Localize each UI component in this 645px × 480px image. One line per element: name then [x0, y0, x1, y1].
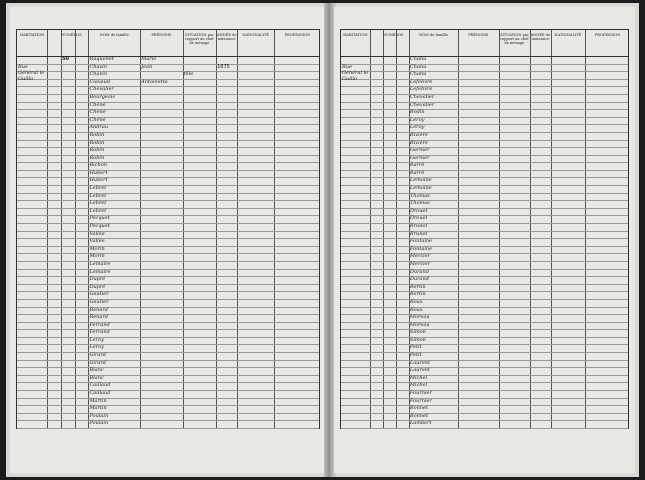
- cell-nom: Clavaud: [89, 78, 111, 85]
- column-divider: [183, 30, 184, 428]
- cell-sit: fille: [183, 71, 194, 78]
- cell-nom: Simon: [409, 329, 426, 336]
- table-row: [17, 261, 319, 262]
- table-row: [17, 193, 319, 194]
- table-row: [17, 208, 319, 209]
- cell-nom: Bourgeois: [89, 93, 116, 100]
- cell-nom: Moreau: [409, 321, 430, 328]
- table-row: [341, 124, 628, 125]
- table-row: [341, 420, 628, 421]
- cell-nom: Rivière: [409, 131, 429, 138]
- cell-nom: Chavin: [89, 63, 108, 70]
- table-row: [341, 109, 628, 110]
- cell-nom: Chanu: [409, 56, 427, 62]
- table-row: [341, 102, 628, 103]
- cell-nom: Hubert: [89, 169, 108, 176]
- cell-nom: Robin: [89, 139, 105, 146]
- cell-nom: Girard: [89, 352, 106, 359]
- cell-nom: Ferrand: [89, 321, 110, 328]
- column-header-habitation: HABITATION: [20, 33, 45, 37]
- table-row: [17, 405, 319, 406]
- cell-nom: Lemoine: [409, 185, 432, 192]
- table-row: [341, 382, 628, 383]
- table-row: [17, 322, 319, 323]
- cell-nom: Roux: [409, 306, 423, 313]
- cell-nom: Simon: [409, 336, 426, 343]
- table-row: [17, 360, 319, 361]
- cell-nom: Petit: [409, 344, 422, 351]
- cell-nom: Bertin: [409, 291, 426, 298]
- table-row: [341, 269, 628, 270]
- cell-nom: Dupré: [89, 276, 106, 283]
- cell-nom: Mercier: [409, 253, 431, 260]
- table-row: [17, 398, 319, 399]
- table-row: [341, 215, 628, 216]
- table-row: [17, 291, 319, 292]
- column-divider: [370, 30, 371, 428]
- column-divider: [551, 30, 552, 428]
- table-row: [341, 344, 628, 345]
- cell-nom: Mercier: [409, 260, 431, 267]
- cell-nom: Gautier: [89, 298, 109, 305]
- column-header-habitation: HABITATION: [343, 33, 368, 37]
- table-row: [17, 71, 319, 72]
- census-table-left: [16, 29, 320, 429]
- cell-nom: Moreau: [409, 314, 430, 321]
- column-header-numeros: NUMÉROS: [61, 33, 82, 37]
- table-row: [341, 86, 628, 87]
- column-divider: [237, 30, 238, 428]
- cell-nom: Laurent: [409, 367, 431, 374]
- cell-nom: Robin: [89, 147, 105, 154]
- table-row: [341, 238, 628, 239]
- cell-nom: Chanu: [409, 71, 427, 78]
- cell-nom: Vallée: [89, 230, 105, 237]
- column-divider: [61, 30, 62, 428]
- cell-nom: Garnier: [409, 154, 430, 161]
- cell-nom: Dupré: [89, 283, 106, 290]
- table-row: [341, 329, 628, 330]
- cell-nom: Leroy: [89, 344, 104, 351]
- table-row: [341, 284, 628, 285]
- table-row: [17, 276, 319, 277]
- table-row: [341, 299, 628, 300]
- table-row: [341, 200, 628, 201]
- table-row: [17, 337, 319, 338]
- table-row: [17, 238, 319, 239]
- table-row: [341, 367, 628, 368]
- column-header-nom: NOM de famille: [99, 33, 129, 37]
- cell-prenom: Jean: [141, 63, 153, 70]
- cell-nom: Blanc: [89, 367, 104, 374]
- table-row: [17, 420, 319, 421]
- cell-nom: Renard: [89, 314, 108, 321]
- table-row: [17, 344, 319, 345]
- cell-nom: Gautier: [89, 291, 109, 298]
- table-row: [17, 299, 319, 300]
- table-row: [17, 102, 319, 103]
- cell-nom: Chanu: [409, 63, 427, 70]
- table-row: [17, 223, 319, 224]
- column-header-situation: SITUATION par rapport au chef de ménage: [184, 33, 214, 45]
- cell-nom: Thomas: [409, 192, 430, 199]
- cell-nom: Chevalier: [409, 93, 435, 100]
- table-row: [341, 413, 628, 414]
- census-register-spread: [6, 3, 639, 477]
- cell-nom: Bonnet: [409, 412, 428, 419]
- cell-nom: Raquenet: [89, 56, 114, 62]
- cell-nom: Bonnet: [409, 405, 428, 412]
- cell-nom: Lebret: [89, 207, 107, 214]
- cell-nom: Fournier: [409, 397, 432, 404]
- column-divider: [396, 30, 397, 428]
- column-header-prenom: PRÉNOMS: [151, 33, 172, 37]
- cell-nom: Drouet: [409, 207, 428, 214]
- cell-nom: Chéné: [89, 109, 106, 116]
- table-row: [341, 261, 628, 262]
- cell-nom: Durand: [409, 276, 429, 283]
- table-row: [17, 185, 319, 186]
- table-row: [17, 390, 319, 391]
- cell-nom: Lefebvre: [409, 86, 433, 93]
- cell-nom: Bichon: [89, 162, 107, 169]
- cell-nom: Lemaire: [89, 268, 111, 275]
- cell-nom: Lebret: [89, 185, 107, 192]
- table-row: [341, 307, 628, 308]
- table-row: [17, 94, 319, 95]
- column-header-annee: ANNÉE de naissance: [530, 33, 551, 41]
- cell-nom: Lemaire: [89, 260, 111, 267]
- cell-nom: Pecquet: [89, 215, 110, 222]
- column-header-numeros: NUMÉROS: [382, 33, 404, 37]
- table-row: [17, 382, 319, 383]
- cell-nom: Leroy: [409, 116, 425, 123]
- table-row: [341, 132, 628, 133]
- table-row: [17, 140, 319, 141]
- table-row: [17, 170, 319, 171]
- column-divider: [530, 30, 531, 428]
- table-row: [341, 390, 628, 391]
- column-divider: [140, 30, 141, 428]
- table-row: [341, 428, 628, 429]
- table-row: [341, 360, 628, 361]
- column-header-nationalite: NATIONALITÉ: [242, 33, 270, 37]
- cell-nom: Brunet: [409, 223, 428, 230]
- table-row: [17, 109, 319, 110]
- table-row: [17, 375, 319, 376]
- cell-nom: Morin: [89, 253, 105, 260]
- cell-nom: Fournier: [409, 390, 432, 397]
- column-header-annee: ANNÉE de naissance: [216, 33, 237, 41]
- cell-nom: Girard: [89, 359, 106, 366]
- column-divider: [47, 30, 48, 428]
- cell-nom: Roux: [409, 298, 423, 305]
- table-row: [341, 322, 628, 323]
- table-row: [17, 352, 319, 353]
- cell-nom: Hubert: [89, 177, 108, 184]
- cell-nom: Leroy: [409, 124, 425, 131]
- table-row: [341, 398, 628, 399]
- cell-nom: Fontaine: [409, 245, 433, 252]
- column-header-prenom: PRÉNOMS: [468, 33, 489, 37]
- table-row: [17, 215, 319, 216]
- cell-nom: Barré: [409, 169, 425, 176]
- cell-nom: Laurent: [409, 359, 431, 366]
- column-header-profession: PROFESSION: [594, 33, 621, 37]
- table-row: [17, 428, 319, 429]
- column-divider: [458, 30, 459, 428]
- address-entry: Rue Général le Guillo: [342, 64, 369, 82]
- cell-nom: Garnier: [409, 147, 430, 154]
- table-row: [17, 284, 319, 285]
- cell-nom: Chéné: [89, 116, 106, 123]
- cell-prenom: Antoinette: [141, 78, 168, 85]
- right-page: [334, 7, 635, 473]
- table-row: [17, 413, 319, 414]
- table-row: [341, 253, 628, 254]
- cell-nom: Vallée: [89, 238, 105, 245]
- header-rule: [341, 56, 628, 57]
- table-row: [341, 177, 628, 178]
- cell-nom: Poulain: [89, 412, 109, 419]
- cell-nom: Fontaine: [409, 238, 433, 245]
- cell-nom: Morin: [89, 245, 105, 252]
- table-row: [17, 124, 319, 125]
- cell-nom: Robin: [89, 131, 105, 138]
- left-page: [10, 7, 326, 473]
- table-row: [341, 155, 628, 156]
- column-divider: [75, 30, 76, 428]
- table-row: [17, 200, 319, 201]
- cell-nom: Pecquet: [89, 223, 110, 230]
- address-entry: Rue Général le Guillo: [18, 64, 45, 82]
- table-row: [17, 246, 319, 247]
- cell-nom: Andrau: [89, 124, 109, 131]
- table-row: [17, 367, 319, 368]
- cell-nom: Barré: [409, 162, 425, 169]
- cell-nom: Renard: [89, 306, 108, 313]
- table-row: [17, 86, 319, 87]
- table-row: [17, 147, 319, 148]
- cell-nom: Chéné: [89, 101, 106, 108]
- cell-nom: Chevalier: [89, 86, 114, 93]
- cell-nom: Blanc: [89, 374, 104, 381]
- cell-nom: Leroy: [89, 336, 104, 343]
- column-header-nationalite: NATIONALITÉ: [554, 33, 582, 37]
- cell-nom: Michel: [409, 382, 428, 389]
- cell-nom: Chavin: [89, 71, 108, 78]
- table-row: [17, 231, 319, 232]
- cell-nom: Chevalier: [409, 101, 435, 108]
- cell-nom: Lebret: [89, 200, 107, 207]
- cell-nom: Durand: [409, 268, 429, 275]
- table-row: [17, 269, 319, 270]
- cell-nom: Lambert: [409, 420, 432, 427]
- table-row: [341, 276, 628, 277]
- table-row: [341, 147, 628, 148]
- table-row: [341, 375, 628, 376]
- cell-nom: Thomas: [409, 200, 430, 207]
- table-row: [17, 162, 319, 163]
- cell-nom: Caillaud: [89, 390, 111, 397]
- column-divider: [585, 30, 586, 428]
- cell-nom: Lebret: [89, 192, 107, 199]
- table-row: [341, 71, 628, 72]
- table-row: [17, 117, 319, 118]
- table-row: [17, 132, 319, 133]
- column-header-nom: NOM de famille: [418, 33, 448, 37]
- table-row: [341, 337, 628, 338]
- table-row: [341, 170, 628, 171]
- cell-nom: Caillaud: [89, 382, 111, 389]
- column-divider: [499, 30, 500, 428]
- column-divider: [216, 30, 217, 428]
- cell-nom: Robin: [89, 154, 105, 161]
- table-row: [341, 162, 628, 163]
- column-divider: [274, 30, 275, 428]
- table-row: [341, 185, 628, 186]
- table-row: [341, 291, 628, 292]
- table-row: [17, 253, 319, 254]
- table-row: [17, 314, 319, 315]
- cell-nom: Lefebvre: [409, 78, 433, 85]
- table-row: [341, 314, 628, 315]
- column-header-profession: PROFESSION: [284, 33, 311, 37]
- table-row: [341, 79, 628, 80]
- cell-nom: Bodin: [409, 109, 425, 116]
- table-row: [341, 140, 628, 141]
- census-table-right: [340, 29, 629, 429]
- table-row: [341, 117, 628, 118]
- column-divider: [383, 30, 384, 428]
- column-header-situation: SITUATION par rapport au chef de ménage: [499, 33, 529, 45]
- table-row: [341, 352, 628, 353]
- cell-nom: Rivière: [409, 139, 429, 146]
- cell-an: 1875: [217, 63, 230, 70]
- table-row: [17, 155, 319, 156]
- cell-nom: Brunet: [409, 230, 428, 237]
- table-row: [341, 64, 628, 65]
- table-row: [17, 177, 319, 178]
- table-row: [341, 208, 628, 209]
- table-row: [341, 94, 628, 95]
- cell-nom: Michel: [409, 374, 428, 381]
- table-row: [17, 329, 319, 330]
- cell-nom: Martin: [89, 397, 107, 404]
- table-row: [341, 246, 628, 247]
- cell-nom: Lemoine: [409, 177, 432, 184]
- table-row: [341, 223, 628, 224]
- cell-prenom: Marie: [141, 56, 157, 62]
- cell-n: 50: [62, 56, 70, 62]
- table-row: [341, 193, 628, 194]
- cell-nom: Drouet: [409, 215, 428, 222]
- table-row: [17, 307, 319, 308]
- cell-nom: Bertin: [409, 283, 426, 290]
- table-row: [341, 405, 628, 406]
- cell-nom: Petit: [409, 352, 422, 359]
- cell-nom: Martin: [89, 405, 107, 412]
- cell-nom: Poulain: [89, 420, 109, 427]
- table-row: [341, 231, 628, 232]
- cell-nom: Ferrand: [89, 329, 110, 336]
